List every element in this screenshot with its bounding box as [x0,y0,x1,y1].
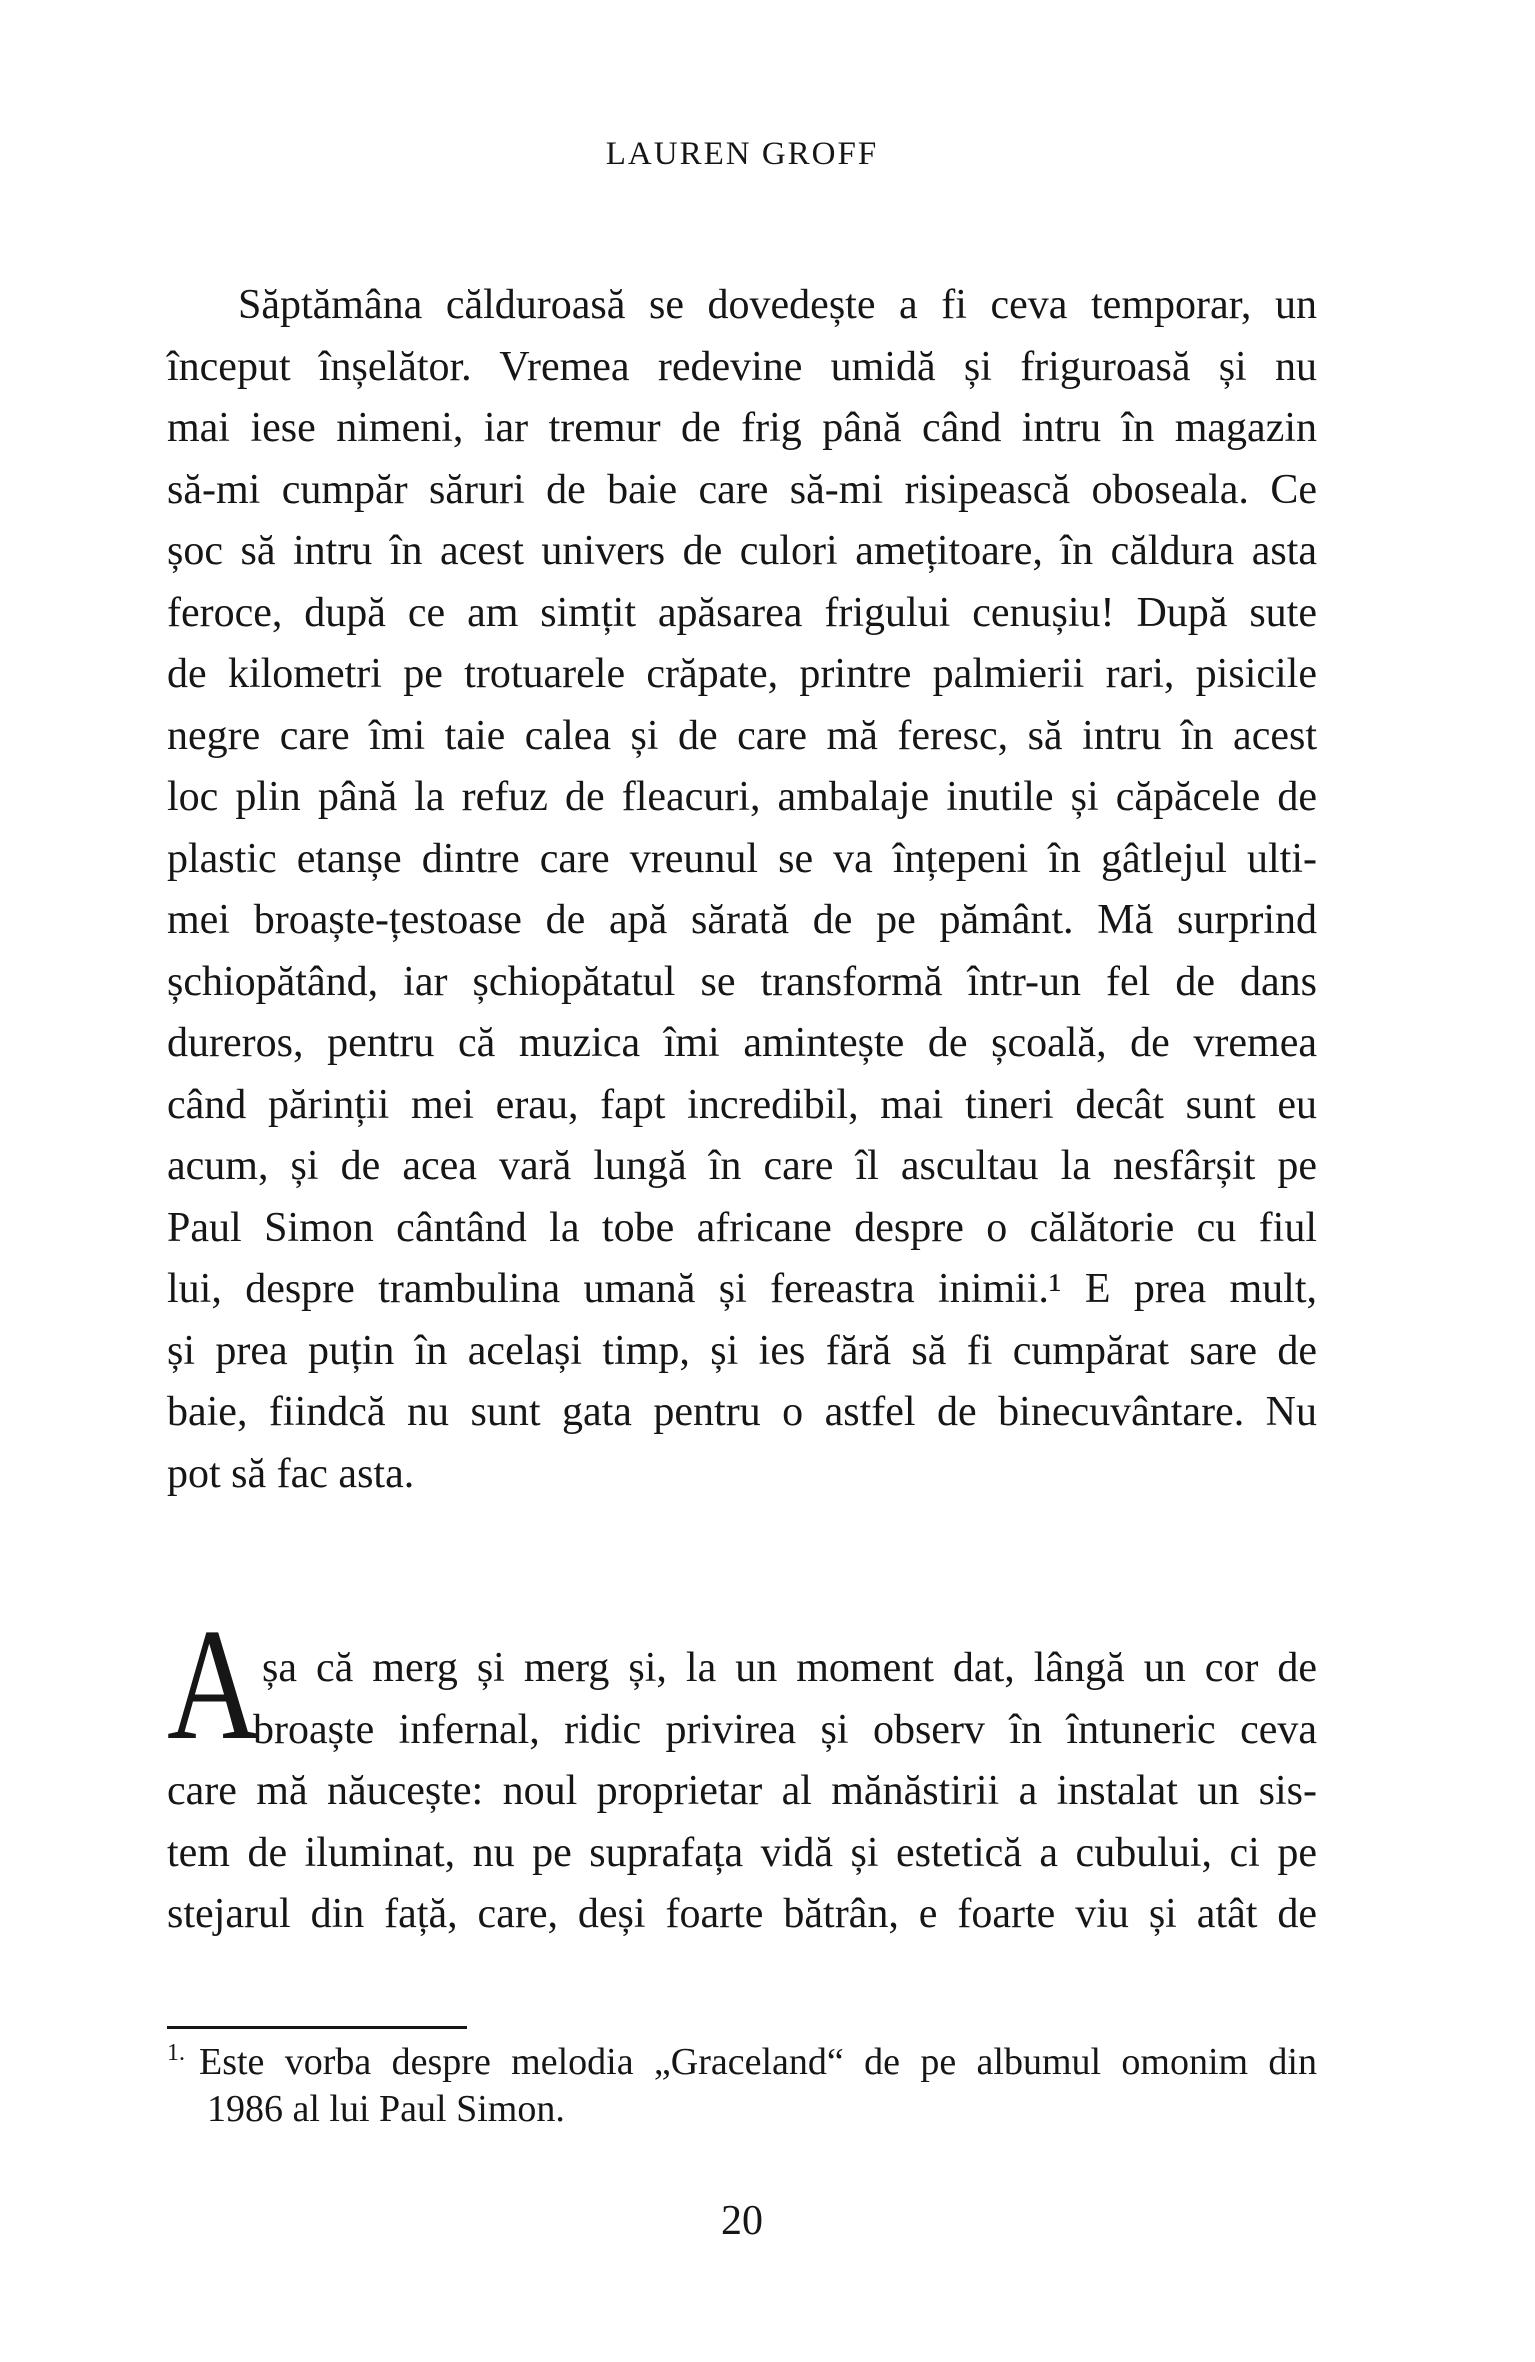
page-number: 20 [721,2198,763,2244]
drop-cap: A [167,1595,260,1773]
text-line: negre care îmi taie calea și de care mă feresc, să intru în acest [167,712,1317,759]
text-line: pot să fac asta. [167,1450,415,1497]
text-line: Săptămâna călduroasă se dovedește a fi ceva temporar, un [238,282,1317,328]
footnote-separator [167,2026,467,2029]
text-line: acum, și de acea vară lungă în care îl ascultau la nesfârșit pe [167,1143,1317,1189]
text-line: lui, despre trambulina umană și fereastra inimii.¹ E prea mult, [167,1266,1317,1312]
text-line: mei broaște-țestoase de apă sărată de pe pământ. Mă surprind [167,897,1317,943]
footnote-line: 1986 al lui Paul Simon. [207,2088,565,2130]
running-head-author: LAUREN GROFF [605,136,879,172]
text-line: mai iese nimeni, iar tremur de frig până când intru în magazin [167,405,1317,451]
text-line: șchiopătând, iar șchiopătatul se transformă într-un fel de dans [167,958,1317,1005]
text-line: șoc să intru în acest univers de culori amețitoare, în căldura asta [167,528,1317,574]
text-line: baie, fiindcă nu sunt gata pentru o astfel de binecuvântare. Nu [167,1389,1317,1435]
text-line: când părinții mei erau, fapt incredibil, mai tineri decât sunt eu [167,1081,1317,1128]
paragraph-2 [167,1595,1317,1946]
paragraph-1 [167,275,1317,1505]
text-line: stejarul din față, care, deși foarte bătrân, e foarte viu și atât de [167,1891,1317,1937]
text-line: tem de iluminat, nu pe suprafața vidă și estetică a cubului, ci pe [167,1829,1317,1876]
footnote-marker: 1. [167,2040,185,2067]
text-line: și prea puțin în același timp, și ies fără să fi cumpărat sare de [167,1327,1317,1374]
text-line: plastic etanșe dintre care vreunul se va înțepeni în gâtlejul ulti- [167,835,1317,882]
text-line: broaște infernal, ridic privirea și observ în întuneric ceva [253,1706,1317,1753]
text-line: feroce, după ce am simțit apăsarea frigului cenușiu! După sute [167,589,1317,636]
footnote [167,2039,1317,2133]
text-line: șa că merg și merg și, la un moment dat, lângă un cor de [262,1645,1317,1691]
footnote-text: Este vorba despre melodia „Graceland“ de pe albumul omonim din [199,2041,1317,2083]
text-line: care mă năucește: noul proprietar al mănăstirii a instalat un sis- [167,1768,1317,1814]
text-line: să-mi cumpăr săruri de baie care să-mi risipească oboseala. Ce [167,466,1317,513]
text-line: loc plin până la refuz de fleacuri, ambalaje inutile și căpăcele de [167,774,1317,820]
footnote-line [167,2039,1317,2086]
text-line: de kilometri pe trotuarele crăpate, printre palmierii rari, pisicile [167,651,1317,697]
text-line: început înșelător. Vremea redevine umidă și friguroasă și nu [167,343,1317,390]
text-line: dureros, pentru că muzica îmi amintește de școală, de vremea [167,1020,1317,1066]
text-line: Paul Simon cântând la tobe africane despre o călătorie cu fiul [167,1204,1317,1251]
